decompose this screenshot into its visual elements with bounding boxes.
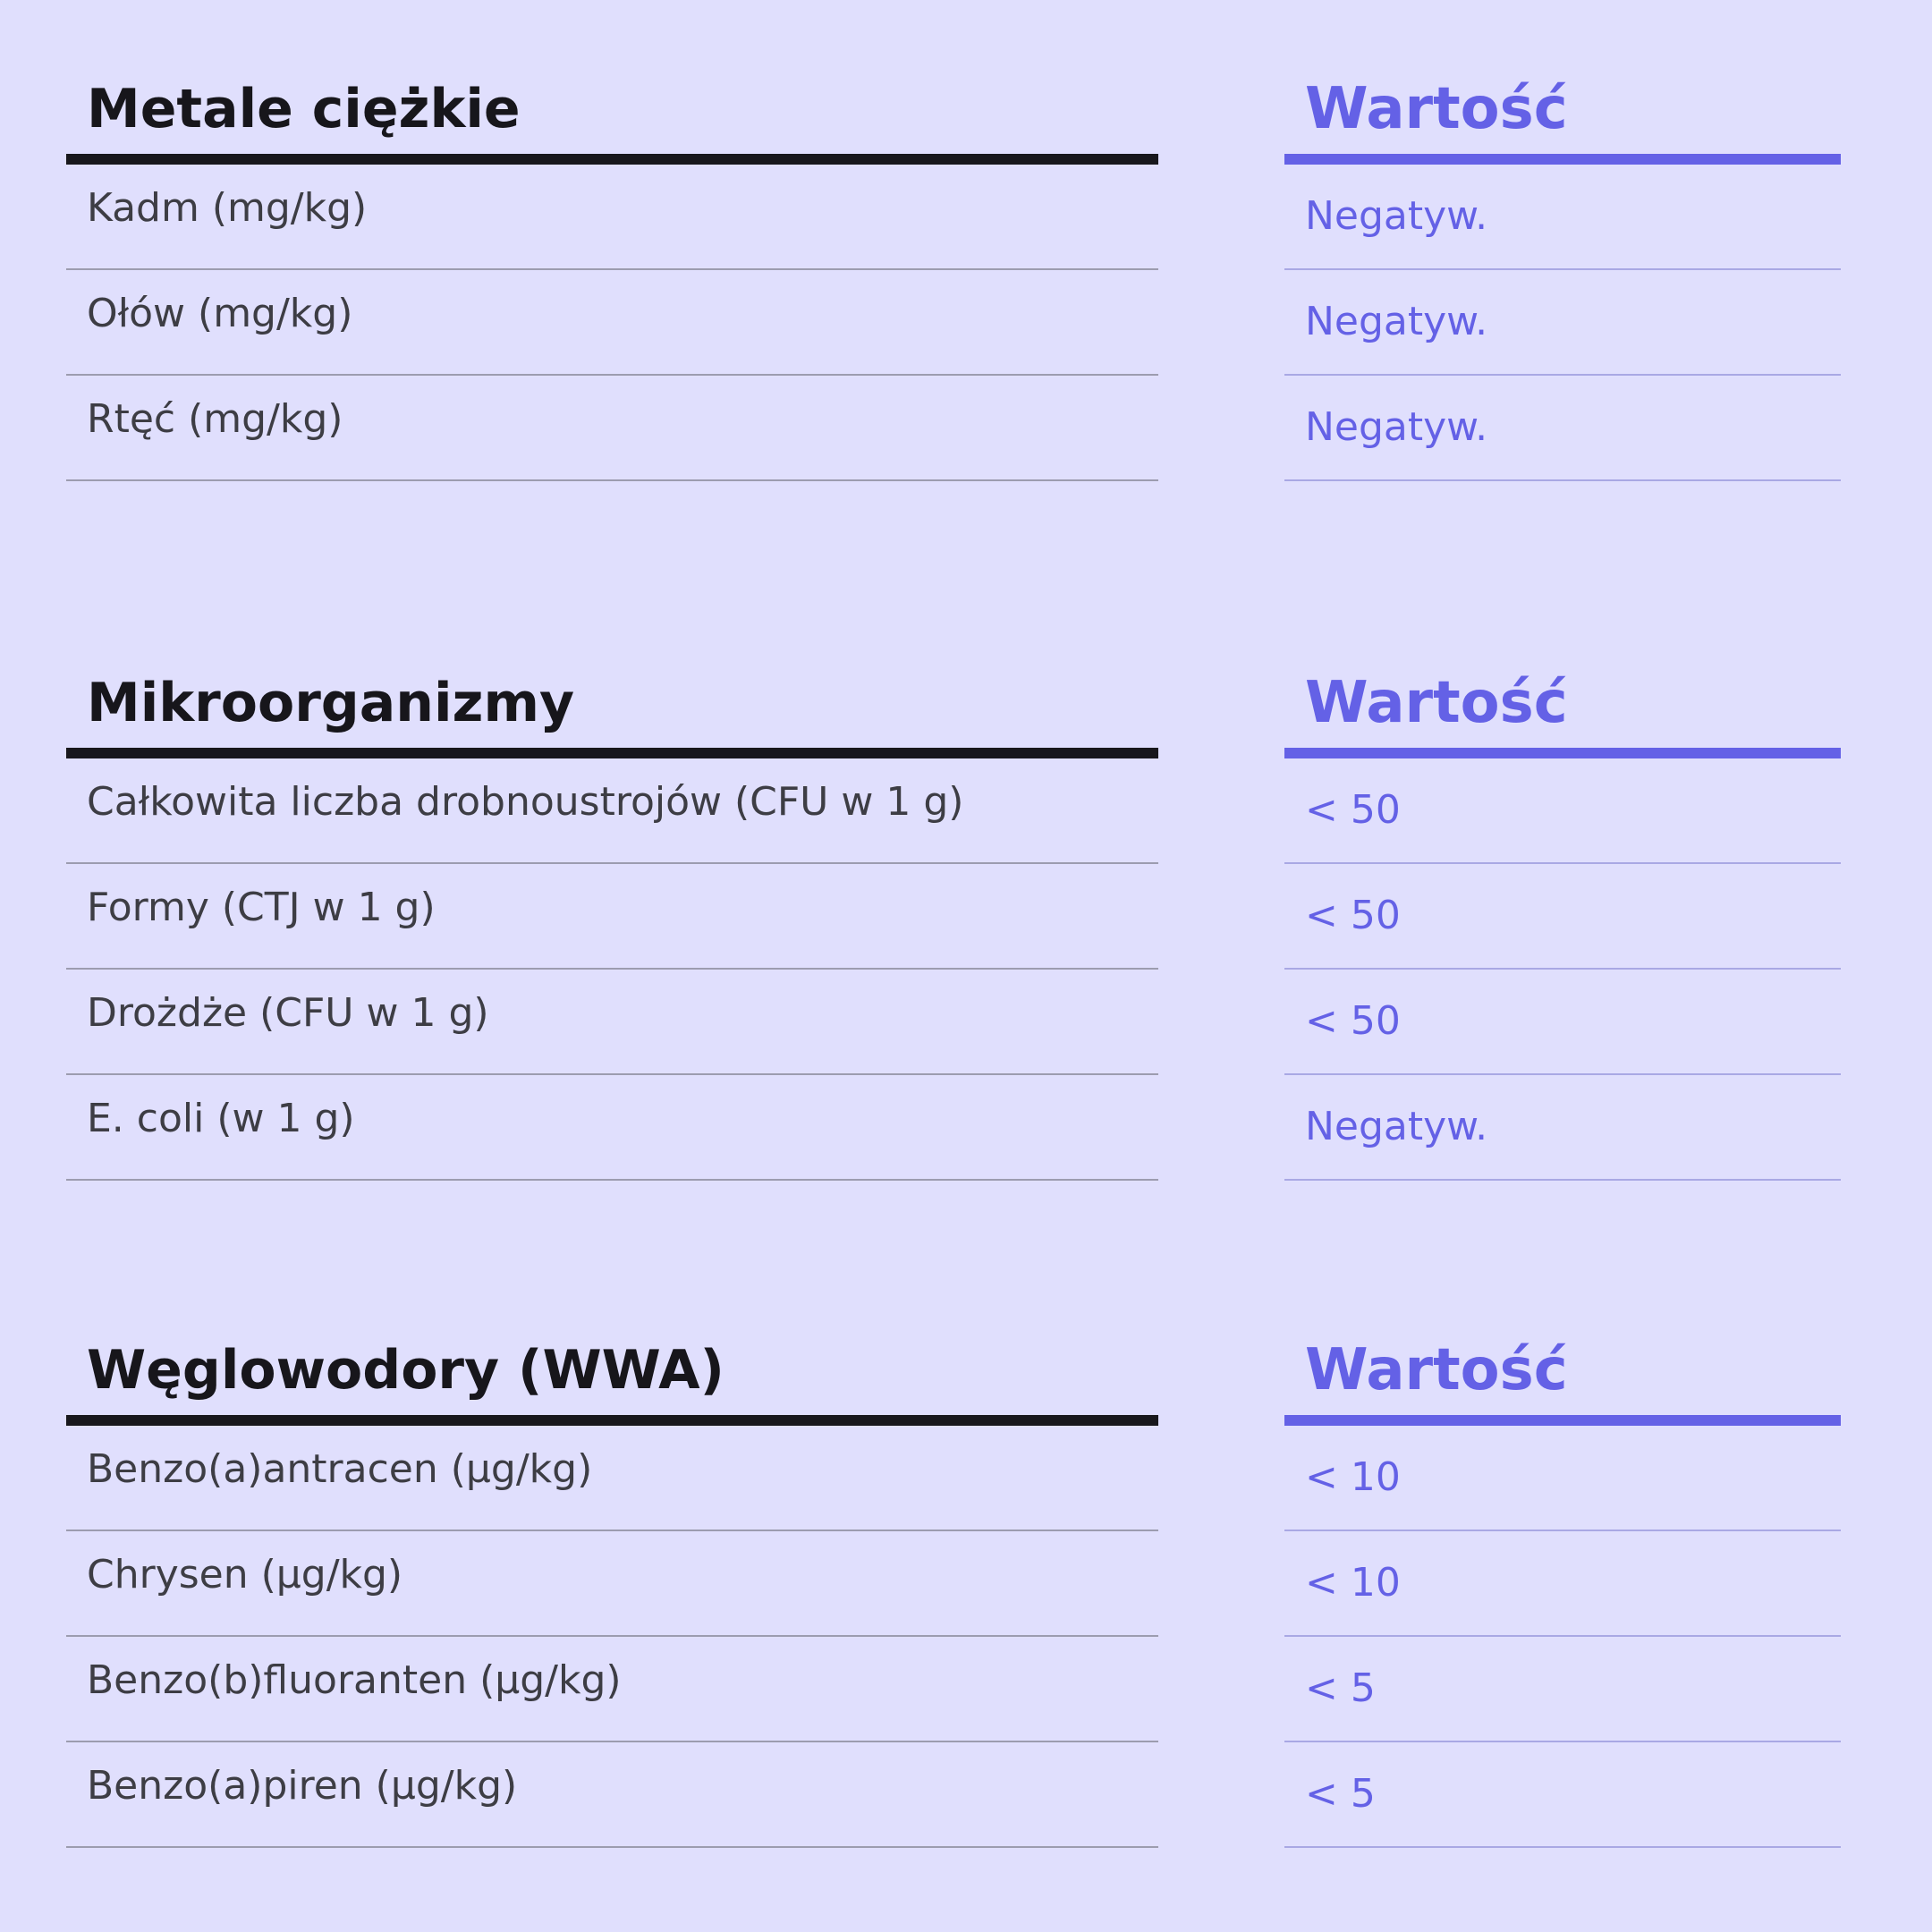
parameter-list	[66, 1426, 1158, 1848]
parameter-label: Benzo(a)piren (µg/kg)	[87, 1762, 518, 1809]
parameter-label: Kadm (mg/kg)	[87, 184, 368, 231]
parameter-label: Formy (CTJ w 1 g)	[87, 884, 436, 930]
parameter-list	[66, 165, 1158, 481]
parameter-label: E. coli (w 1 g)	[87, 1095, 355, 1141]
section-header	[66, 1336, 1158, 1426]
parameter-value: < 50	[1305, 893, 1401, 938]
value-list	[1284, 165, 1841, 481]
table-row	[1284, 1426, 1841, 1531]
parameter-label: Ołów (mg/kg)	[87, 290, 353, 336]
table-row	[1284, 864, 1841, 970]
table-row	[1284, 165, 1841, 270]
table-row	[66, 1637, 1158, 1742]
table-row	[66, 970, 1158, 1075]
value-header	[1284, 75, 1841, 165]
parameter-label: Rtęć (mg/kg)	[87, 395, 343, 442]
value-header-title: Wartość	[1305, 1337, 1568, 1403]
section-title: Węglowodory (WWA)	[87, 1339, 724, 1402]
parameter-value: Negatyw.	[1305, 193, 1488, 239]
table-row	[66, 758, 1158, 864]
table-row	[66, 1531, 1158, 1637]
parameter-label: Drożdże (CFU w 1 g)	[87, 989, 489, 1036]
parameter-value: Negatyw.	[1305, 404, 1488, 450]
table-row	[1284, 758, 1841, 864]
section-header	[66, 669, 1158, 758]
table-row	[66, 165, 1158, 270]
parameter-value: Negatyw.	[1305, 1104, 1488, 1149]
value-list	[1284, 1426, 1841, 1848]
section-header	[66, 75, 1158, 165]
parameter-value: Negatyw.	[1305, 299, 1488, 344]
value-header	[1284, 1336, 1841, 1426]
table-row	[1284, 270, 1841, 376]
section-title: Mikroorganizmy	[87, 672, 575, 734]
table-row	[66, 864, 1158, 970]
parameter-value: < 10	[1305, 1560, 1401, 1606]
table-row	[1284, 970, 1841, 1075]
section-title: Metale ciężkie	[87, 78, 521, 140]
table-row	[1284, 1742, 1841, 1848]
parameter-label: Całkowita liczba drobnoustrojów (CFU w 1 g)	[87, 778, 964, 825]
table-row	[66, 270, 1158, 376]
parameter-label: Benzo(a)antracen (µg/kg)	[87, 1445, 593, 1492]
table-row	[66, 1075, 1158, 1181]
parameter-label: Benzo(b)fluoranten (µg/kg)	[87, 1657, 622, 1703]
parameter-value: < 50	[1305, 998, 1401, 1044]
value-header-title: Wartość	[1305, 76, 1568, 142]
table-row	[1284, 1531, 1841, 1637]
value-header-title: Wartość	[1305, 670, 1568, 736]
table-row	[66, 1426, 1158, 1531]
value-list	[1284, 758, 1841, 1181]
parameter-value: < 5	[1305, 1665, 1376, 1711]
table-row	[1284, 1075, 1841, 1181]
parameter-value: < 5	[1305, 1771, 1376, 1817]
table-row	[66, 1742, 1158, 1848]
parameter-label: Chrysen (µg/kg)	[87, 1551, 403, 1597]
parameter-value: < 50	[1305, 787, 1401, 833]
value-header	[1284, 669, 1841, 758]
table-row	[1284, 1637, 1841, 1742]
parameter-value: < 10	[1305, 1454, 1401, 1500]
table-row	[66, 376, 1158, 481]
parameter-list	[66, 758, 1158, 1181]
table-row	[1284, 376, 1841, 481]
